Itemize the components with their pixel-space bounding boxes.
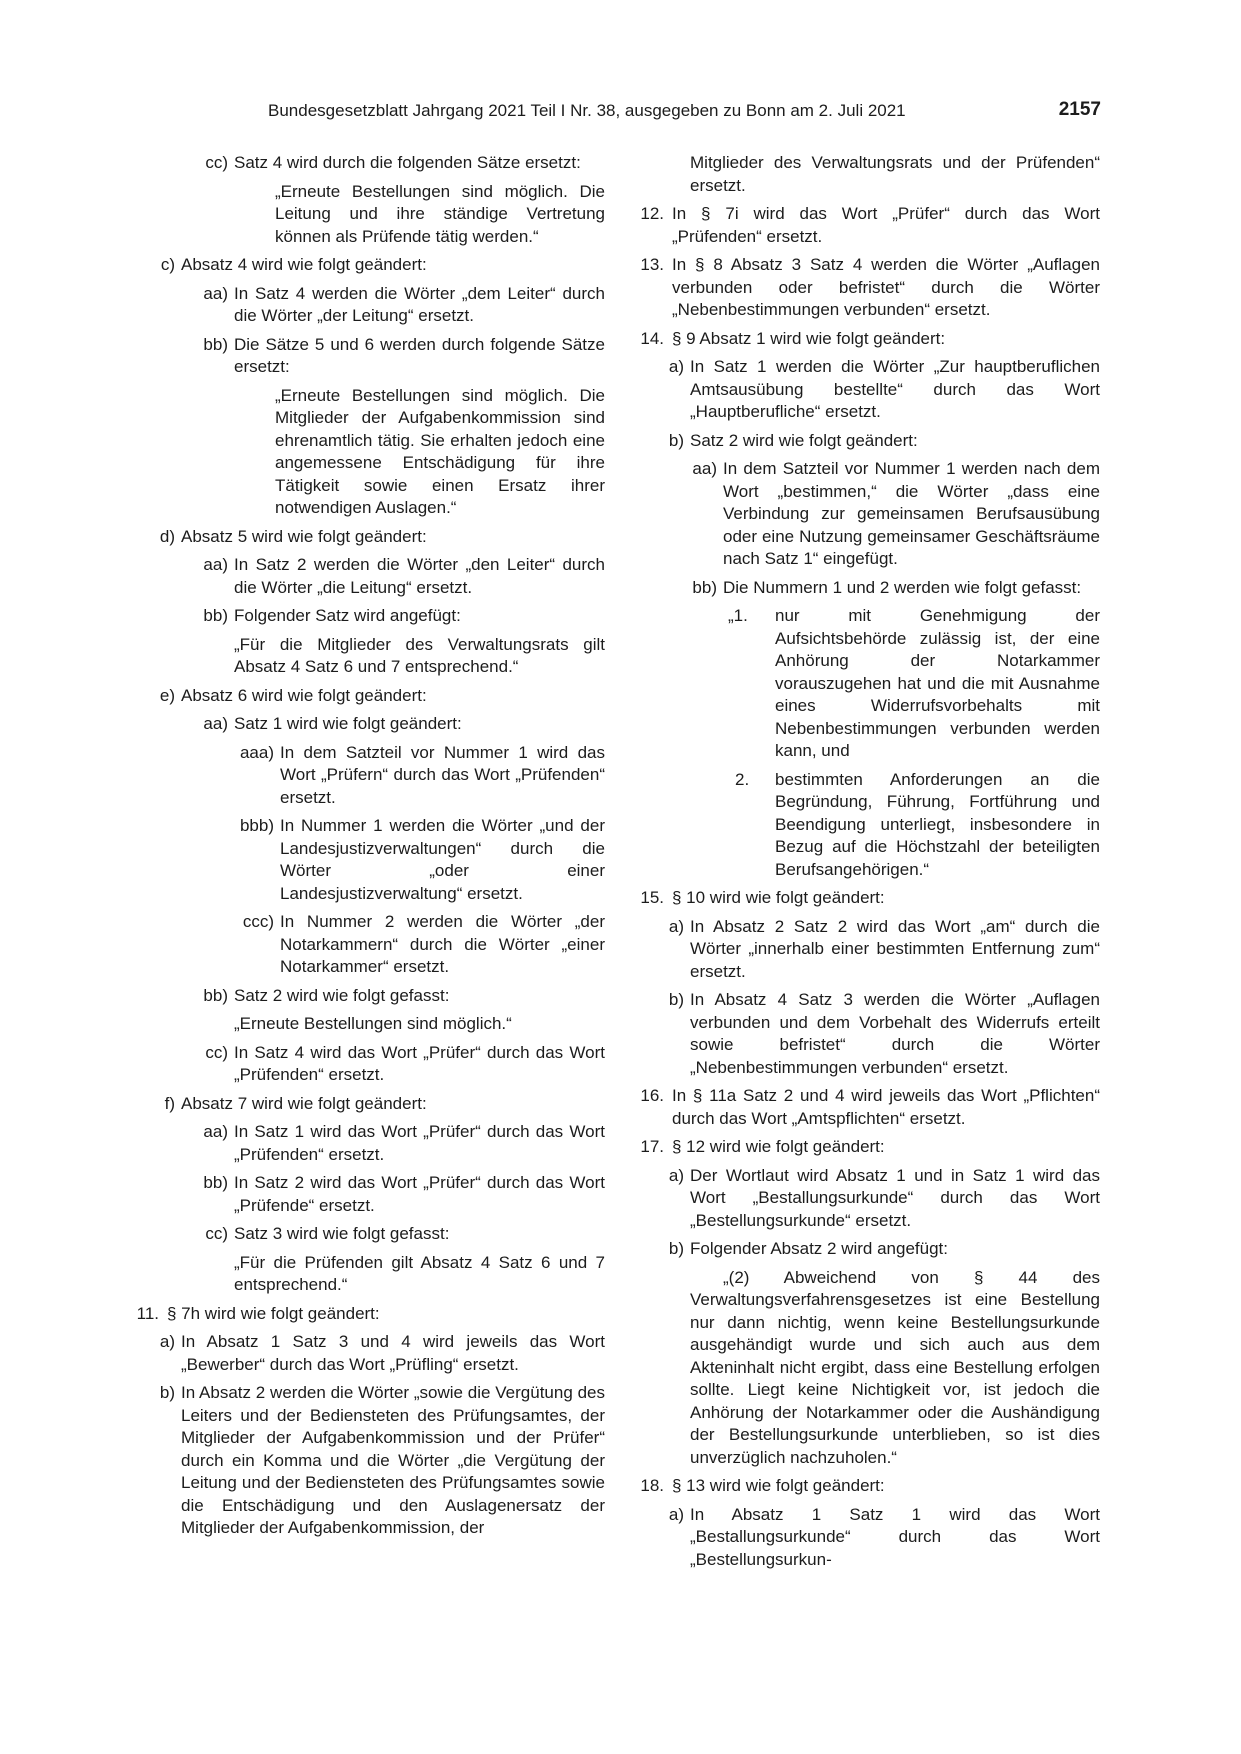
item-text: nur mit Genehmigung der Aufsichtsbehörde zulässig ist, der eine Anhörung der Notarkammer vorauszugehen hat und die mit Ausnahme eines Widerrufsvorbehalts mit Nebenbestimmungen verbunden werden kann, und xyxy=(775,606,1100,760)
item-text: In Satz 1 werden die Wörter „Zur hauptberuflichen Amtsausübung bestellte“ durch das Wort „Hauptberufliche“ ersetzt. xyxy=(690,357,1100,421)
item-label: b) xyxy=(668,990,684,1009)
list-item xyxy=(135,1331,605,1376)
item-text: Satz 1 wird wie folgt geändert: xyxy=(234,714,462,733)
item-text: § 7h wird wie folgt geändert: xyxy=(167,1303,380,1323)
list-item xyxy=(135,526,605,549)
list-item xyxy=(135,1121,605,1166)
list-item xyxy=(135,742,605,810)
list-item xyxy=(640,458,1100,571)
item-text: Absatz 4 wird wie folgt geändert: xyxy=(181,255,427,274)
list-item xyxy=(135,713,605,736)
item-text: Absatz 7 wird wie folgt geändert: xyxy=(181,1093,427,1113)
quote-text: „Für die Mitglieder des Verwaltungsrats gilt Absatz 4 Satz 6 und 7 entsprechend.“ xyxy=(234,634,605,676)
item-label: 17. xyxy=(640,1137,664,1156)
item-text: In § 11a Satz 2 und 4 wird jeweils das Wort „Pflichten“ durch das Wort „Amtspflichten“ ersetzt. xyxy=(672,1086,1100,1128)
list-item xyxy=(640,1504,1100,1572)
list-item xyxy=(640,254,1100,322)
item-text: In Absatz 1 Satz 1 wird das Wort „Bestallungsurkunde“ durch das Wort „Bestellungsurkun- xyxy=(690,1504,1100,1569)
list-item xyxy=(135,283,605,328)
list-item xyxy=(135,1042,605,1087)
item-text: Satz 4 wird durch die folgenden Sätze ersetzt: xyxy=(234,153,581,172)
right-column xyxy=(640,152,1100,1571)
item-label: cc) xyxy=(205,1224,228,1243)
item-text: § 13 wird wie folgt geändert: xyxy=(672,1476,885,1495)
quoted-number-2 xyxy=(640,769,1100,882)
item-label: bb) xyxy=(203,1173,228,1192)
list-item xyxy=(135,334,605,379)
item-text: In § 7i wird das Wort „Prüfer“ durch das Wort „Prüfenden“ ersetzt. xyxy=(672,204,1100,246)
list-item xyxy=(640,1238,1100,1261)
item-label: 15. xyxy=(640,888,664,907)
list-item xyxy=(135,605,605,628)
list-item xyxy=(640,356,1100,424)
item-text: bestimmten Anforderungen an die Begründung, Führung, Fortführung und Beendigung unterliegt, insbesondere in Bezug auf die Höchstzahl der beteiligten Berufsangehörigen.“ xyxy=(775,769,1100,879)
list-item xyxy=(640,887,1100,910)
item-label: 12. xyxy=(640,204,664,223)
item-text: Der Wortlaut wird Absatz 1 und in Satz 1 wird das Wort „Bestallungsurkunde“ durch das Wort „Bestellungsurkunde“ ersetzt. xyxy=(690,1165,1100,1230)
list-item xyxy=(135,815,605,905)
item-label: cc) xyxy=(205,1042,228,1062)
item-text: Satz 3 wird wie folgt gefasst: xyxy=(234,1224,450,1243)
item-label: 16. xyxy=(640,1086,664,1105)
quote-text: „Für die Prüfenden gilt Absatz 4 Satz 6 und 7 entsprechend.“ xyxy=(234,1252,605,1294)
item-text: Absatz 5 wird wie folgt geändert: xyxy=(181,526,427,546)
item-text: Absatz 6 wird wie folgt geändert: xyxy=(181,685,427,705)
item-label: f) xyxy=(164,1093,175,1113)
list-item xyxy=(135,1093,605,1116)
item-label: bb) xyxy=(692,577,717,597)
item-label: 11. xyxy=(136,1303,159,1323)
item-label: a) xyxy=(159,1332,175,1351)
item-text: Satz 2 wird wie folgt geändert: xyxy=(690,430,918,450)
left-column xyxy=(135,152,605,1540)
item-label: aa) xyxy=(203,1122,228,1141)
item-text: In § 8 Absatz 3 Satz 4 werden die Wörter „Auflagen verbunden oder befristet“ durch die Wörter „Nebenbestimmungen verbunden“ ersetzt. xyxy=(672,255,1100,319)
item-text: In Satz 2 wird das Wort „Prüfer“ durch das Wort „Prüfende“ ersetzt. xyxy=(234,1173,605,1215)
item-text: Die Sätze 5 und 6 werden durch folgende Sätze ersetzt: xyxy=(234,334,605,376)
item-label: cc) xyxy=(205,153,228,172)
list-item xyxy=(640,430,1100,453)
list-item xyxy=(135,254,605,277)
item-text: Folgender Satz wird angefügt: xyxy=(234,606,461,625)
item-label: bb) xyxy=(203,985,228,1005)
item-text: In Absatz 4 Satz 3 werden die Wörter „Auflagen verbunden und dem Vorbehalt des Widerrufs erteilt sowie befristet“ durch die Wörter „Nebenbestimmungen verbunden“ ersetzt. xyxy=(690,990,1100,1077)
item-text: In dem Satzteil vor Nummer 1 werden nach dem Wort „bestimmen,“ die Wörter „dass eine Verbindung zur gemeinsamen Berufsausübung oder eine Nutzung gemeinsamer Geschäftsräume nach Satz 1“ eingefügt. xyxy=(723,459,1100,568)
list-item xyxy=(135,685,605,708)
item-label: aa) xyxy=(692,459,717,478)
page-number: 2157 xyxy=(1058,99,1101,120)
item-label: 14. xyxy=(640,328,664,348)
item-text: § 10 wird wie folgt geändert: xyxy=(672,888,885,907)
page-header xyxy=(0,99,1241,123)
continued-text: Mitglieder des Verwaltungsrats und der Prüfenden“ ersetzt. xyxy=(690,153,1100,195)
list-item xyxy=(135,911,605,979)
list-item xyxy=(640,203,1100,248)
item-label: b) xyxy=(159,1383,175,1402)
item-text: Satz 2 wird wie folgt gefasst: xyxy=(234,985,450,1005)
item-text: § 12 wird wie folgt geändert: xyxy=(672,1137,885,1156)
list-item xyxy=(640,989,1100,1079)
item-label: aaa) xyxy=(239,742,274,762)
list-item xyxy=(640,1085,1100,1130)
list-item xyxy=(135,554,605,599)
item-label: d) xyxy=(159,526,175,546)
item-text: In dem Satzteil vor Nummer 1 wird das Wort „Prüfern“ durch das Wort „Prüfenden“ ersetzt. xyxy=(280,742,605,807)
item-label: aa) xyxy=(203,283,228,303)
item-text: In Nummer 1 werden die Wörter „und der Landesjustizverwaltungen“ durch die Wörter „oder einer Landesjustizverwaltung“ ersetzt. xyxy=(280,816,605,903)
item-text: In Absatz 2 werden die Wörter „sowie die Vergütung des Leiters und der Bediensteten des Prüfungsamtes, der Mitglieder der Aufgabenkommission und der Prüfer“ durch ein Komma und die Wörter „die Vergütung der Leitung und der Bediensteten des Prüfungsamtes sowie die Entschädigung und den Auslagenersatz der Mitglieder der Aufgabenkommission, der xyxy=(181,1383,605,1537)
item-label: bb) xyxy=(203,334,228,354)
list-item xyxy=(640,577,1100,600)
item-label: bbb) xyxy=(239,816,274,835)
item-label: a) xyxy=(668,357,684,376)
item-label: „1. xyxy=(728,606,748,625)
item-label: 13. xyxy=(640,255,664,274)
list-item xyxy=(135,985,605,1008)
item-text: Folgender Absatz 2 wird angefügt: xyxy=(690,1239,948,1258)
list-item xyxy=(640,1475,1100,1498)
item-text: In Satz 4 werden die Wörter „dem Leiter“ durch die Wörter „der Leitung“ ersetzt. xyxy=(234,283,605,325)
quote-text: „Erneute Bestellungen sind möglich. Die Mitglieder der Aufgabenkommission sind ehrenamtlich tätig. Sie erhalten jedoch eine angemessene Entschädigung für ihre Tätigkeit sowie einen Ersatz ihrer notwendigen Auslagen.“ xyxy=(275,385,605,517)
item-label: aa) xyxy=(203,555,228,574)
item-text: In Absatz 1 Satz 3 und 4 wird jeweils das Wort „Bewerber“ durch das Wort „Prüfling“ ersetzt. xyxy=(181,1332,605,1374)
list-item xyxy=(640,328,1100,351)
quote-text: „Erneute Bestellungen sind möglich.“ xyxy=(234,1014,512,1033)
item-text: In Absatz 2 Satz 2 wird das Wort „am“ durch die Wörter „innerhalb einer bestimmten Entfernung zum“ ersetzt. xyxy=(690,916,1100,981)
item-label: a) xyxy=(668,916,684,936)
item-text: In Satz 1 wird das Wort „Prüfer“ durch das Wort „Prüfenden“ ersetzt. xyxy=(234,1122,605,1164)
list-item xyxy=(640,916,1100,984)
item-text: In Satz 4 wird das Wort „Prüfer“ durch das Wort „Prüfenden“ ersetzt. xyxy=(234,1042,605,1084)
item-label: ccc) xyxy=(242,912,274,931)
header-title: Bundesgesetzblatt Jahrgang 2021 Teil I Nr. 38, ausgegeben zu Bonn am 2. Juli 2021 xyxy=(268,101,906,120)
item-label: 18. xyxy=(640,1476,664,1495)
item-text: In Satz 2 werden die Wörter „den Leiter“ durch die Wörter „die Leitung“ ersetzt. xyxy=(234,555,605,597)
item-label: a) xyxy=(668,1504,684,1524)
quoted-number-1 xyxy=(640,605,1100,763)
list-item xyxy=(640,1165,1100,1233)
quote-text: „Erneute Bestellungen sind möglich. Die Leitung und ihre ständige Vertretung können als Prüfende tätig werden.“ xyxy=(275,181,605,246)
item-label: e) xyxy=(159,685,175,705)
list-item xyxy=(135,1382,605,1540)
list-item xyxy=(135,1303,605,1326)
list-item xyxy=(640,1136,1100,1159)
item-label: c) xyxy=(160,255,175,274)
quote-text: „(2) Abweichend von § 44 des Verwaltungsverfahrensgesetzes ist eine Bestellung nur dann nichtig, wenn keine Bestellungsurkunde ausgehändigt wurde und sich auch aus dem Akteninhalt nicht ergibt, dass eine Bestellung erfolgen sollte. Liegt keine Nichtigkeit vor, ist jedoch die Anhörung der Notarkammer oder die Aushändigung der Bestellungsurkunde unterblieben, so ist dies unverzüglich nachzuholen.“ xyxy=(690,1267,1100,1467)
item-text: § 9 Absatz 1 wird wie folgt geändert: xyxy=(672,328,946,348)
item-label: a) xyxy=(668,1165,684,1185)
item-label: b) xyxy=(668,430,684,450)
item-text: Die Nummern 1 und 2 werden wie folgt gefasst: xyxy=(723,577,1082,597)
item-label: b) xyxy=(668,1239,684,1258)
list-item xyxy=(135,152,605,175)
item-label: aa) xyxy=(203,714,228,733)
item-text: In Nummer 2 werden die Wörter „der Notarkammern“ durch die Wörter „einer Notarkammer“ ersetzt. xyxy=(280,912,605,976)
item-label: 2. xyxy=(735,769,750,789)
list-item xyxy=(135,1172,605,1217)
item-label: bb) xyxy=(203,606,228,625)
list-item xyxy=(135,1223,605,1246)
